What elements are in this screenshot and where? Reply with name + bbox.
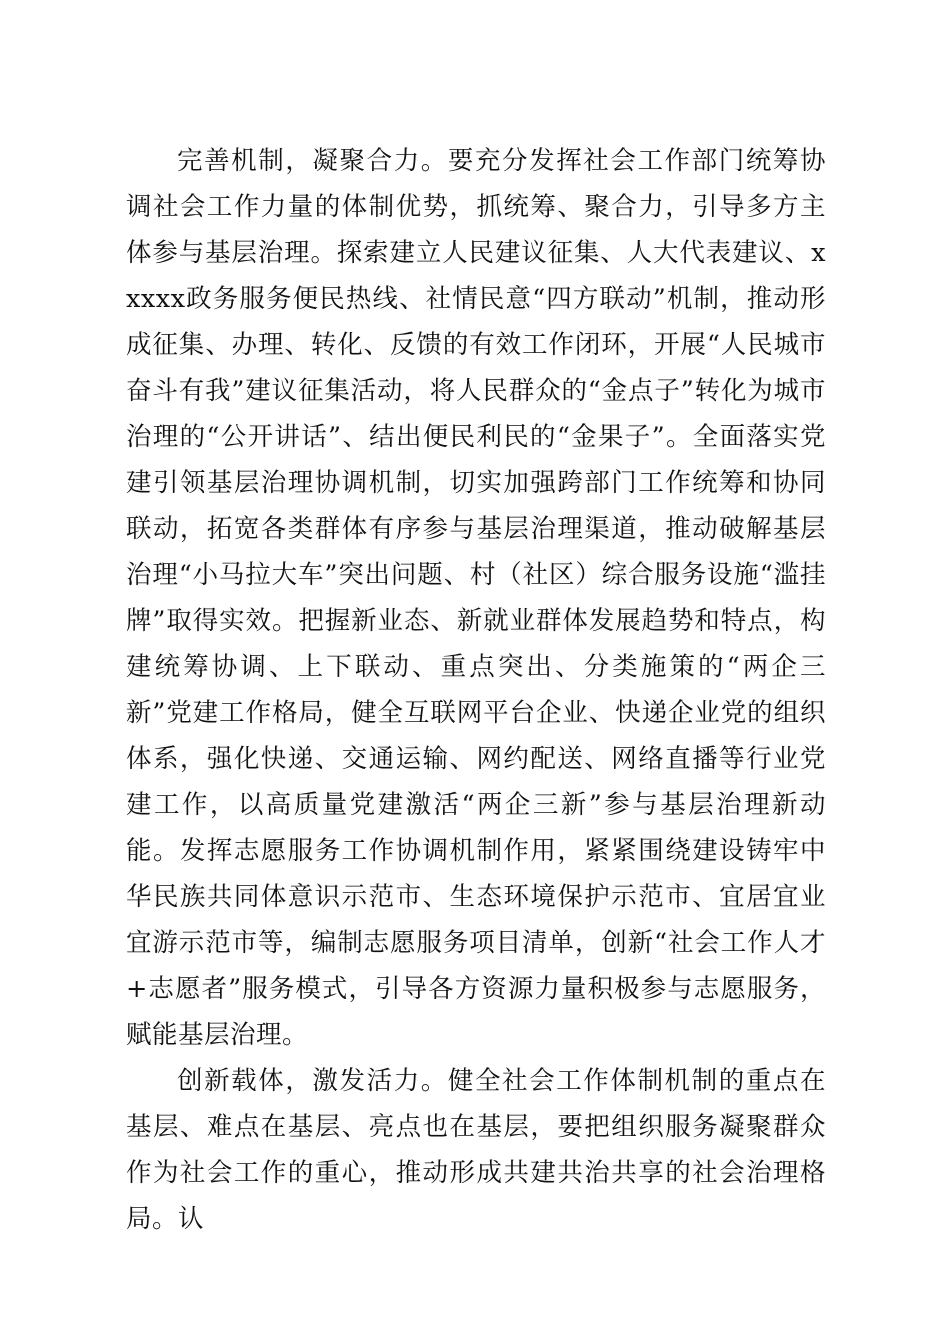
document-body [126,138,826,1242]
paragraph-innovate-carrier: 创新载体，激发活力。健全社会工作体制机制的重点在基层、难点在基层、亮点也在基层，要把组织服务凝聚群众作为社会工作的重心，推动形成共建共治共享的社会治理格局。认 [126,1066,826,1234]
paragraph-improve-mechanism: 完善机制，凝聚合力。要充分发挥社会工作部门统筹协调社会工作力量的体制优势，抓统筹、聚合力，引导多方主体参与基层治理。探索建立人民建议征集、人大代表建议、xxxxx政务服务便民热线、社情民意“四方联动”机制，推动形成征集、办理、转化、反馈的有效工作闭环，开展“人民城市奋斗有我”建议征集活动，将人民群众的“金点子”转化为城市治理的“公开讲话”、结出便民利民的“金果子”。全面落实党建引领基层治理协调机制，切实加强跨部门工作统筹和协同联动，拓宽各类群体有序参与基层治理渠道，推动破解基层治理“小马拉大车”突出问题、村（社区）综合服务设施“滥挂牌”取得实效。把握新业态、新就业群体发展趋势和特点，构建统筹协调、上下联动、重点突出、分类施策的“两企三新”党建工作格局，健全互联网平台企业、快递企业党的组织体系，强化快递、交通运输、网约配送、网络直播等行业党建工作，以高质量党建激活“两企三新”参与基层治理新动能。发挥志愿服务工作协调机制作用，紧紧围绕建设铸牢中华民族共同体意识示范市、生态环境保护示范市、宜居宜业宜游示范市等，编制志愿服务项目清单，创新“社会工作人才+志愿者”服务模式，引导各方资源力量积极参与志愿服务，赋能基层治理。 [126,146,826,1050]
